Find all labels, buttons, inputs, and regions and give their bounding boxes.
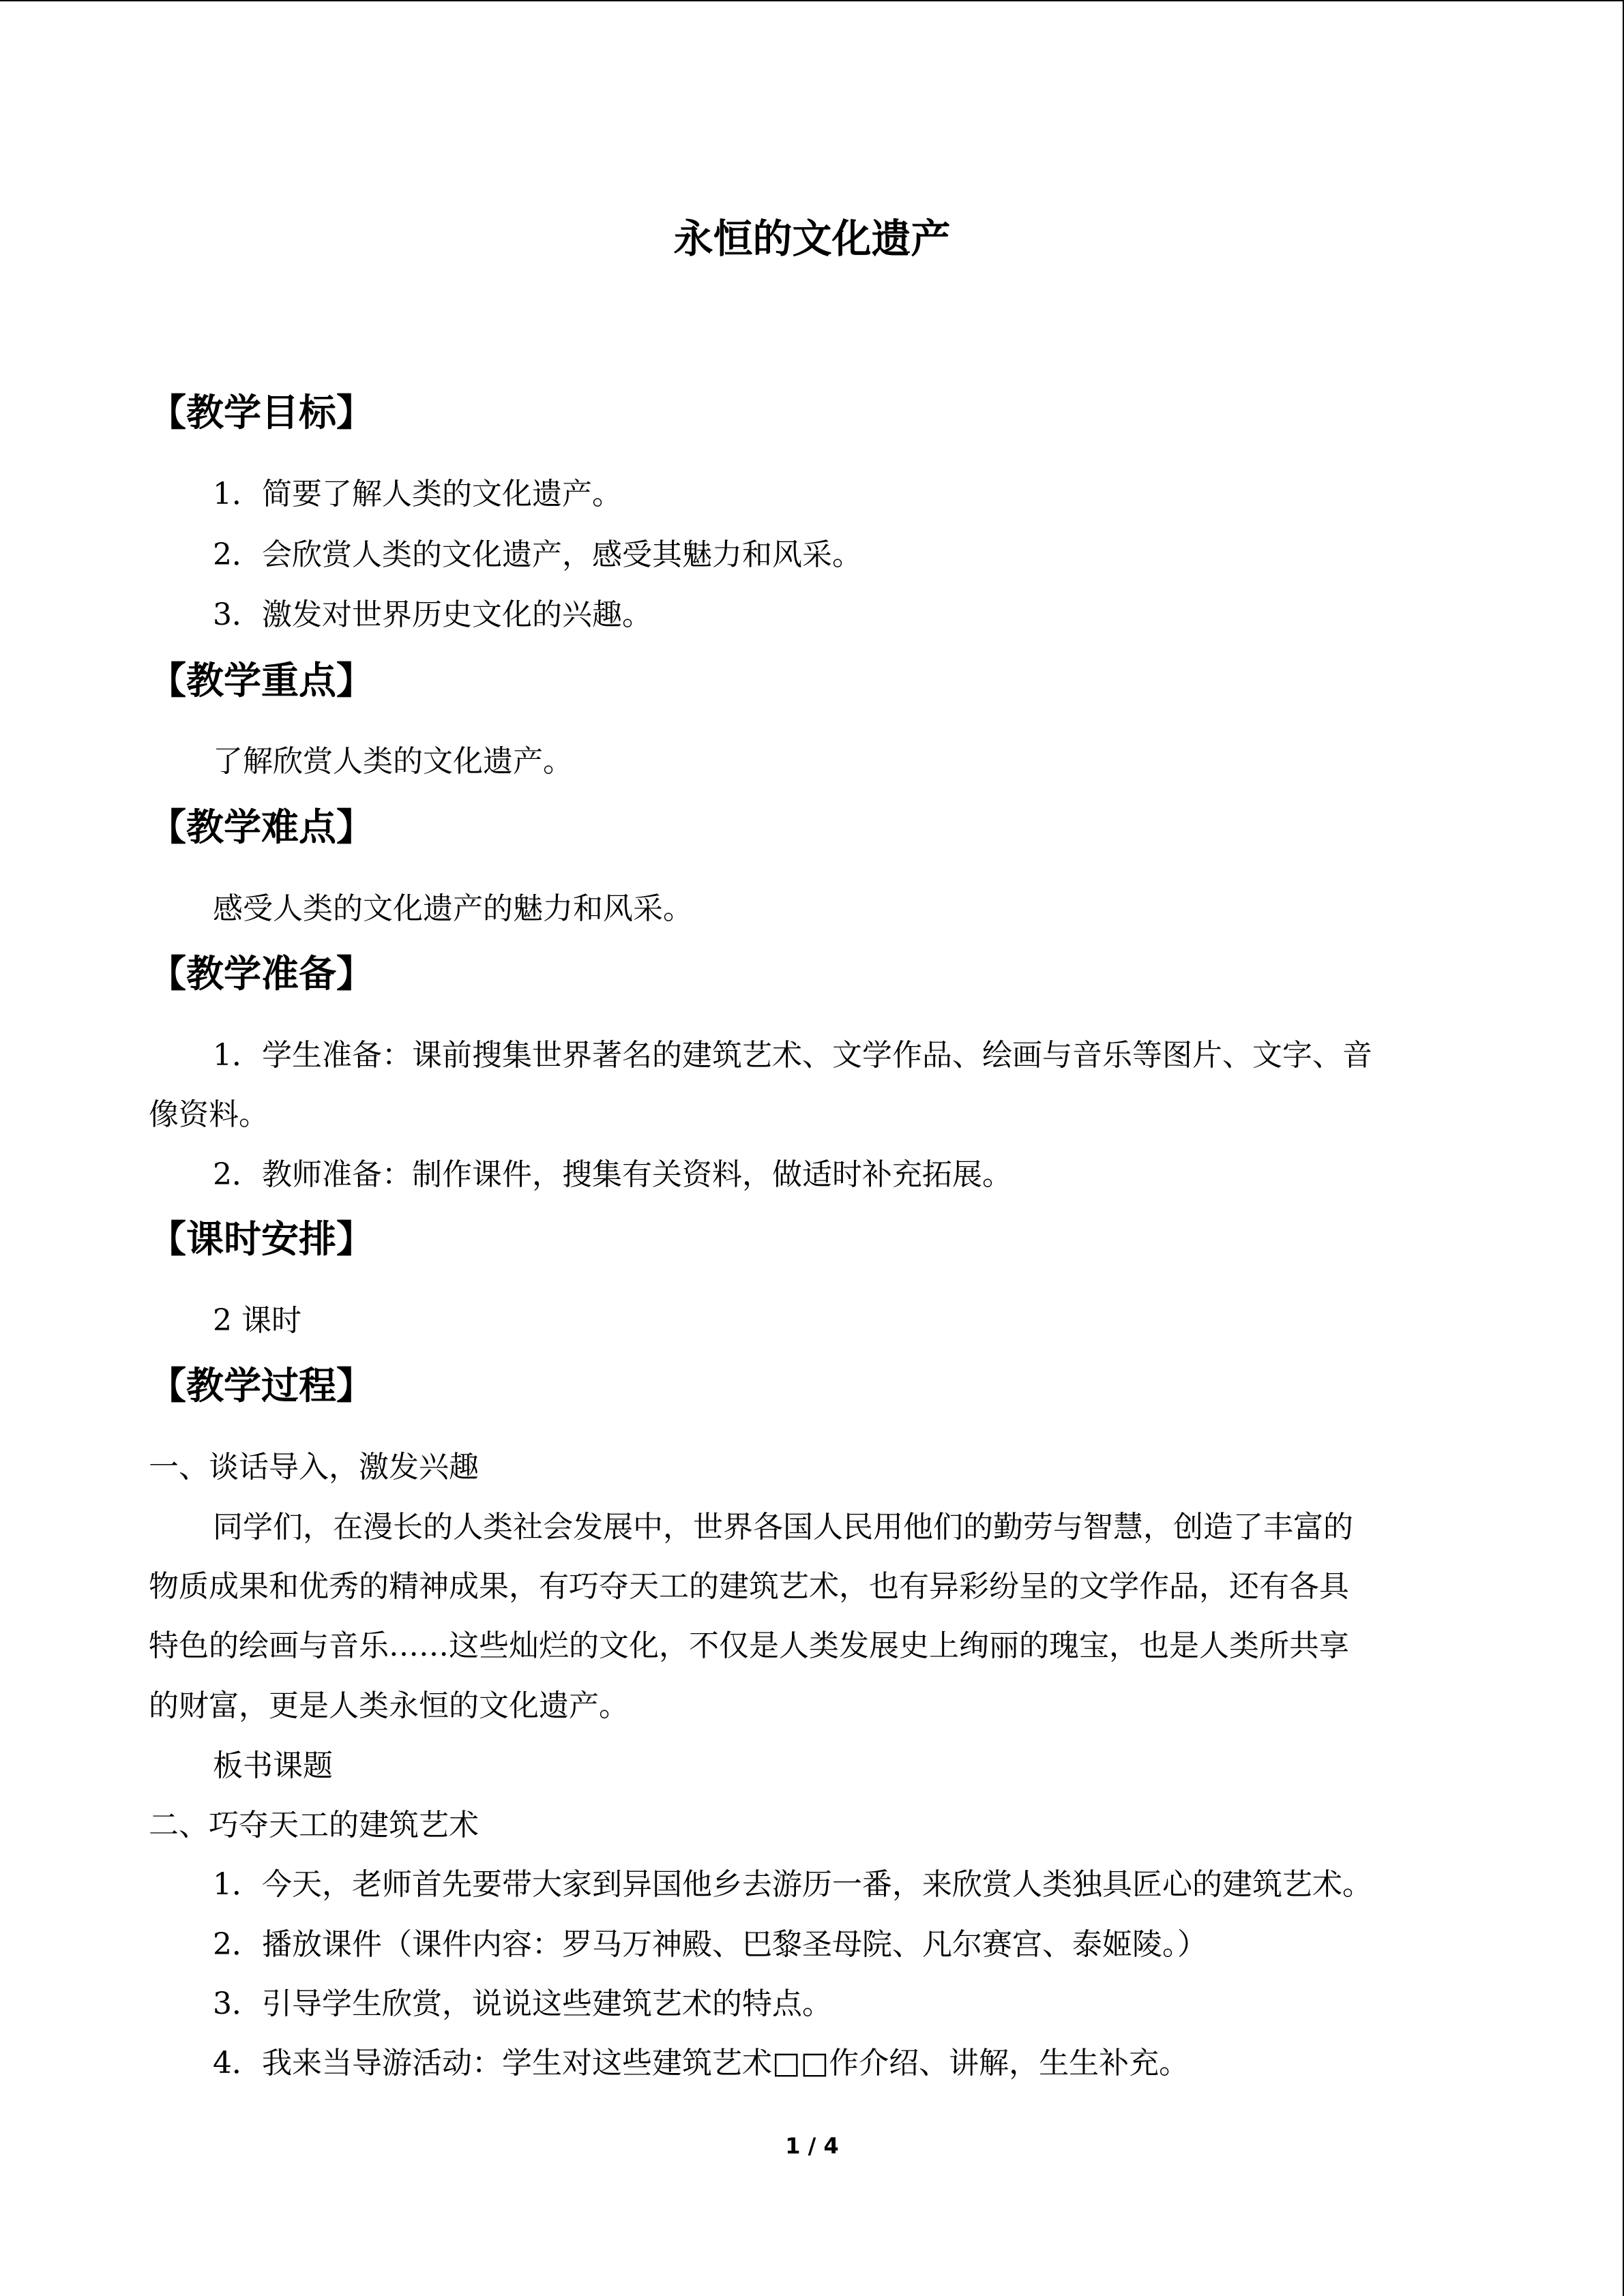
objective-item: 3．激发对世界历史文化的兴趣。: [213, 597, 652, 632]
process-item: 2．播放课件（课件内容：罗马万神殿、巴黎圣母院、凡尔赛宫、泰姬陵。）: [213, 1927, 1207, 1962]
paragraph-line: 物质成果和优秀的精神成果，有巧夺天工的建筑艺术，也有异彩纷呈的文学作品，还有各具: [149, 1569, 1349, 1604]
preparation-item-continued: 像资料。: [149, 1097, 269, 1132]
board-note: 板书课题: [213, 1748, 333, 1783]
preparation-item: 2．教师准备：制作课件，搜集有关资料，做适时补充拓展。: [213, 1157, 1012, 1192]
preparation-item: 1．学生准备：课前搜集世界著名的建筑艺术、文学作品、绘画与音乐等图片、文字、音: [213, 1038, 1372, 1073]
key-points-text: 了解欣赏人类的文化遗产。: [213, 744, 573, 779]
paragraph-line: 同学们，在漫长的人类社会发展中，世界各国人民用他们的勤劳与智慧，创造了丰富的: [213, 1510, 1353, 1545]
objective-item: 2．会欣赏人类的文化遗产，感受其魅力和风采。: [213, 537, 862, 572]
paragraph-line: 特色的绘画与音乐……这些灿烂的文化，不仅是人类发展史上绚丽的瑰宝，也是人类所共享: [149, 1628, 1349, 1663]
schedule-text: 2 课时: [213, 1303, 301, 1338]
objective-item: 1．简要了解人类的文化遗产。: [213, 477, 622, 511]
heading-preparation: 【教学准备】: [149, 952, 374, 996]
process-part-title: 一、谈话导入，激发兴趣: [149, 1450, 479, 1485]
heading-process: 【教学过程】: [149, 1364, 374, 1407]
heading-key-points: 【教学重点】: [149, 659, 374, 702]
difficulties-text: 感受人类的文化遗产的魅力和风采。: [213, 891, 693, 926]
paragraph-line: 的财富，更是人类永恒的文化遗产。: [149, 1688, 629, 1723]
heading-objectives: 【教学目标】: [149, 391, 374, 434]
document-title: 永恒的文化遗产: [673, 215, 951, 262]
process-part-title: 二、巧夺天工的建筑艺术: [149, 1808, 479, 1843]
heading-schedule: 【课时安排】: [149, 1217, 374, 1261]
process-item: 4．我来当导游活动：学生对这些建筑艺术□□作介绍、讲解，生生补充。: [213, 2046, 1190, 2081]
process-item: 3．引导学生欣赏，说说这些建筑艺术的特点。: [213, 1986, 832, 2021]
page-number: 1 / 4: [785, 2133, 839, 2159]
heading-difficulties: 【教学难点】: [149, 805, 374, 849]
process-item: 1．今天，老师首先要带大家到异国他乡去游历一番，来欣赏人类独具匠心的建筑艺术。: [213, 1867, 1372, 1902]
